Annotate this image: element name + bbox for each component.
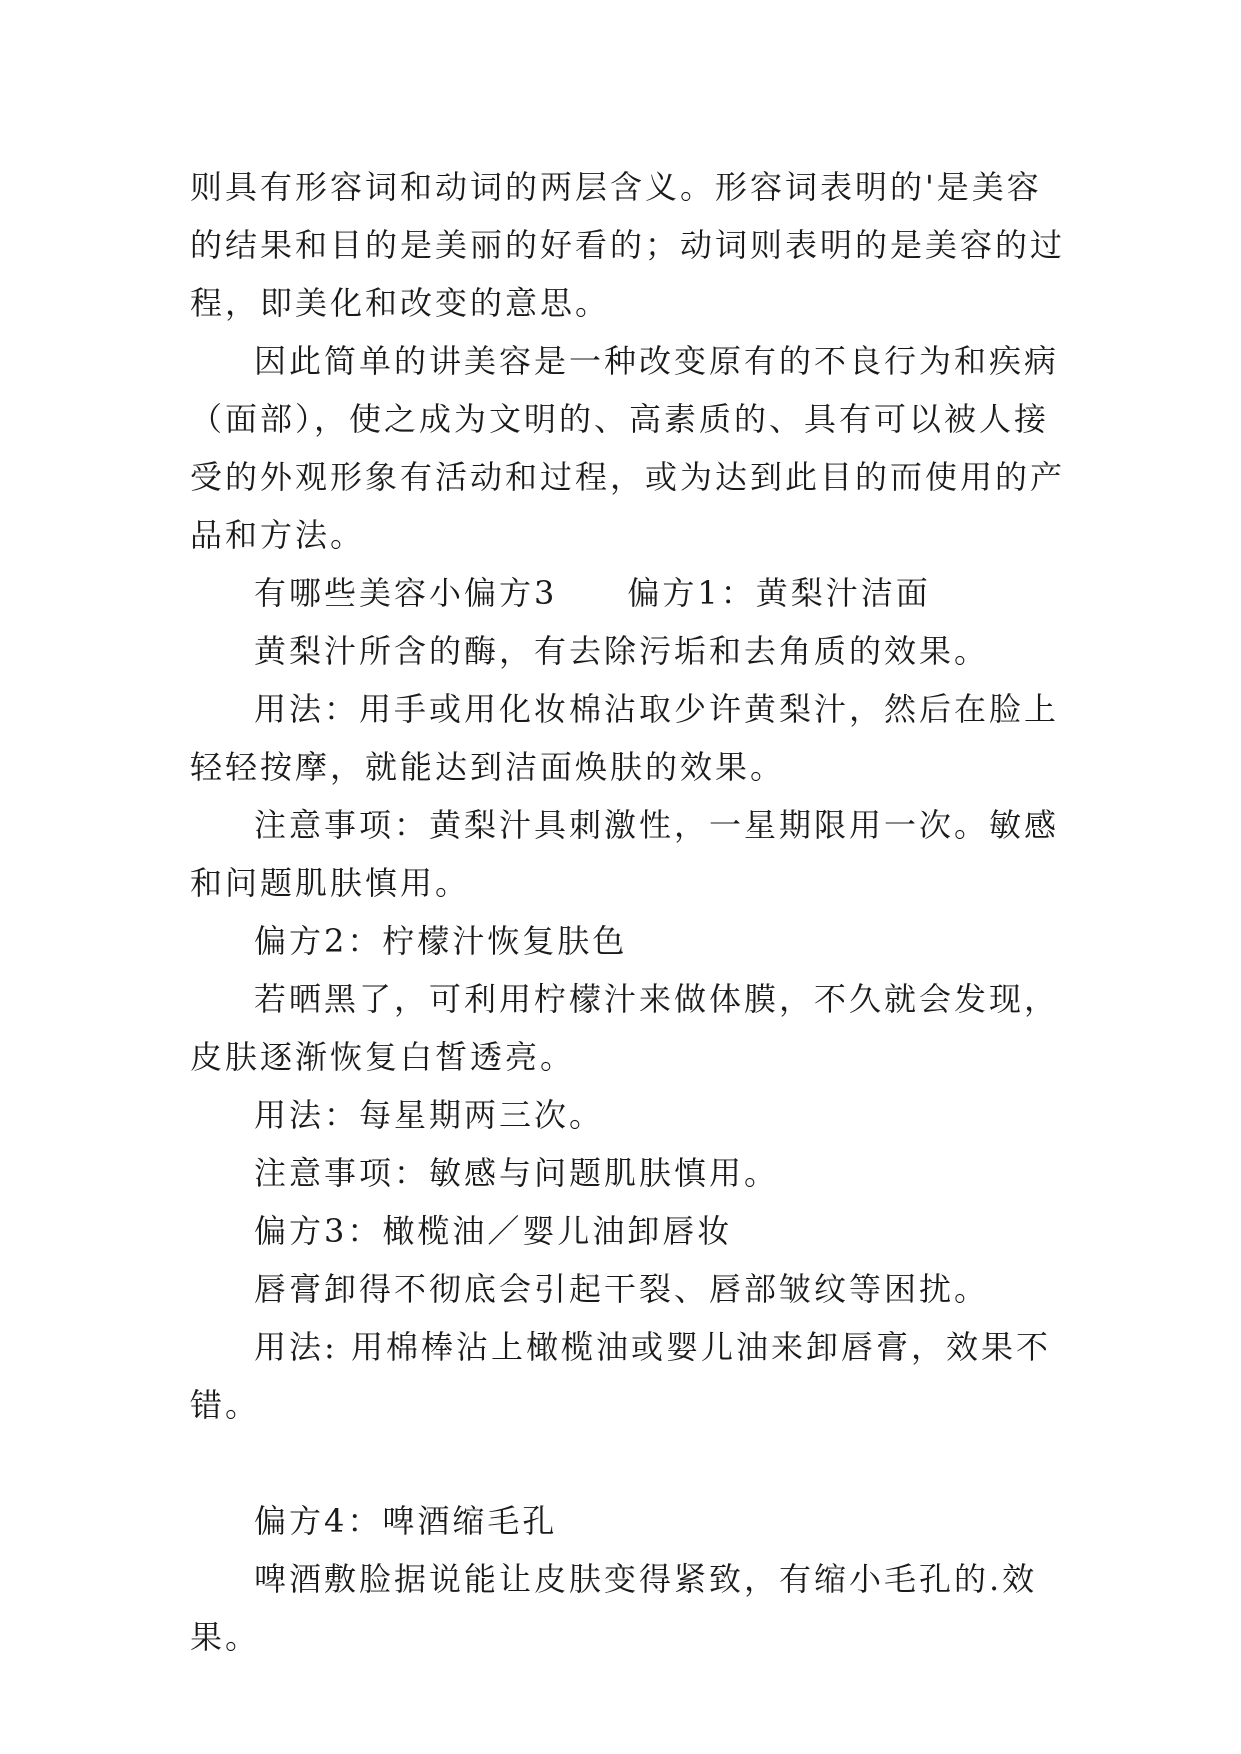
paragraph-remedy-3-effect: 唇膏卸得不彻底会引起干裂、唇部皱纹等困扰。 [254, 1270, 990, 1308]
paragraph-remedy-2-effect: 若晒黑了，可利用柠檬汁来做体膜，不久就会发现，皮肤逐渐恢复白皙透亮。 [190, 980, 1060, 1076]
paragraph-remedy-4-effect: 啤酒敷脸据说能让皮肤变得紧致，有缩小毛孔的.效果。 [190, 1560, 1038, 1656]
heading-remedy-4: 偏方4：啤酒缩毛孔 [254, 1502, 558, 1540]
heading-remedy-1: 有哪些美容小偏方3 偏方1：黄梨汁洁面 [254, 574, 931, 612]
paragraph-adjective-verb-meaning: 则具有形容词和动词的两层含义。形容词表明的'是美容的结果和目的是美丽的好看的；动词则表明的是美容的过程，即美化和改变的意思。 [190, 168, 1066, 322]
paragraph-remedy-1-usage: 用法：用手或用化妆棉沾取少许黄梨汁，然后在脸上轻轻按摩，就能达到洁面焕肤的效果。 [190, 690, 1060, 786]
paragraph-remedy-2-caution: 注意事项：敏感与问题肌肤慎用。 [254, 1154, 780, 1192]
paragraph-beauty-definition: 因此简单的讲美容是一种改变原有的不良行为和疾病（面部），使之成为文明的、高素质的、具有可以被人接受的外观形象有活动和过程，或为达到此目的而使用的产品和方法。 [190, 342, 1066, 554]
paragraph-remedy-3-usage: 用法: 用棉棒沾上橄榄油或婴儿油来卸唇膏，效果不错。 [190, 1328, 1051, 1424]
paragraph-remedy-1-effect: 黄梨汁所含的酶，有去除污垢和去角质的效果。 [254, 632, 990, 670]
blank-line [190, 1434, 1070, 1492]
document-body [190, 158, 1070, 1666]
paragraph-remedy-1-caution: 注意事项：黄梨汁具刺激性，一星期限用一次。敏感和问题肌肤慎用。 [190, 806, 1060, 902]
paragraph-remedy-2-usage: 用法：每星期两三次。 [254, 1096, 605, 1134]
heading-remedy-2: 偏方2：柠檬汁恢复肤色 [254, 922, 628, 960]
heading-remedy-3: 偏方3：橄榄油／婴儿油卸唇妆 [254, 1212, 733, 1250]
